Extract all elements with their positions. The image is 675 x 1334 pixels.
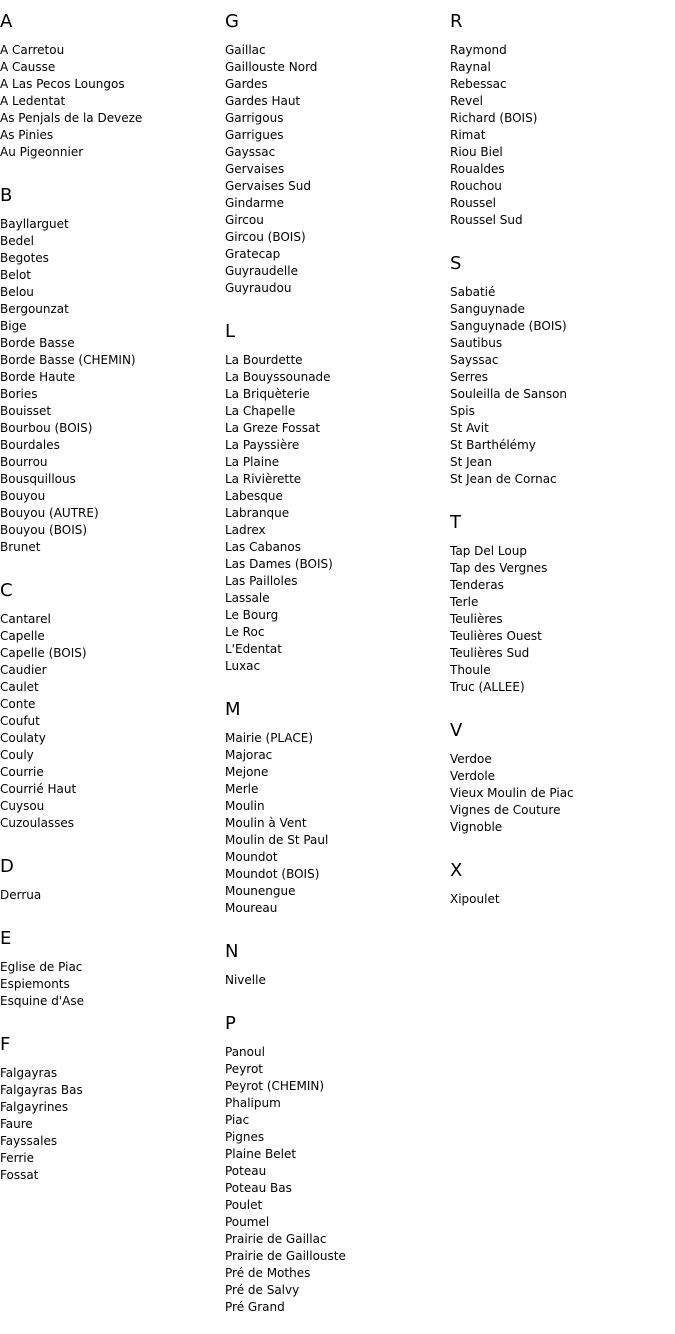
letter-heading: G bbox=[225, 11, 239, 32]
letter-heading: E bbox=[0, 928, 12, 949]
place-name-link[interactable]: Moulin de St Paul bbox=[225, 833, 329, 847]
place-name-link[interactable]: Gircou (BOIS) bbox=[225, 230, 306, 244]
place-name-link[interactable]: Fayssales bbox=[0, 1134, 58, 1148]
place-name-link[interactable]: Richard (BOIS) bbox=[450, 111, 538, 125]
place-name-link[interactable]: Pignes bbox=[225, 1130, 265, 1144]
place-name-link[interactable]: Prairie de Gaillac bbox=[225, 1232, 327, 1246]
place-name-link[interactable]: Terle bbox=[450, 595, 479, 609]
place-name-link[interactable]: Tap Del Loup bbox=[450, 544, 527, 558]
place-list bbox=[0, 611, 225, 832]
letter-heading: C bbox=[0, 580, 13, 601]
letter-group-n bbox=[225, 917, 450, 989]
place-name-link[interactable]: Borde Haute bbox=[0, 370, 76, 384]
place-name-link[interactable]: Moureau bbox=[225, 901, 278, 915]
place-name-link[interactable]: La Bourdette bbox=[225, 353, 303, 367]
place-list bbox=[225, 730, 450, 917]
place-name-link[interactable]: Gircou bbox=[225, 213, 264, 227]
place-name-link[interactable]: La Bouyssounade bbox=[225, 370, 331, 384]
place-name-link[interactable]: A Las Pecos Loungos bbox=[0, 77, 125, 91]
place-name-link[interactable]: Plaine Belet bbox=[225, 1147, 297, 1161]
letter-group-r bbox=[450, 11, 675, 229]
place-name-link[interactable]: Bories bbox=[0, 387, 38, 401]
letter-heading: M bbox=[225, 699, 241, 720]
letter-group-l bbox=[225, 297, 450, 675]
place-name-link[interactable]: Poumel bbox=[225, 1215, 270, 1229]
place-name-link[interactable]: Conte bbox=[0, 697, 36, 711]
place-name-link[interactable]: A Causse bbox=[0, 60, 56, 74]
place-name-link[interactable]: Labranque bbox=[225, 506, 290, 520]
place-name-link[interactable]: Sabatié bbox=[450, 285, 496, 299]
place-name-link[interactable]: Raynal bbox=[450, 60, 491, 74]
place-name-link[interactable]: Cuysou bbox=[0, 799, 45, 813]
place-name-link[interactable]: Gervaises bbox=[225, 162, 285, 176]
place-name-link[interactable]: Poulet bbox=[225, 1198, 263, 1212]
place-name-link[interactable]: Xipoulet bbox=[450, 892, 500, 906]
place-name-link[interactable]: Sanguynade (BOIS) bbox=[450, 319, 567, 333]
place-list bbox=[225, 1044, 450, 1316]
place-name-link[interactable]: Prairie de Gaillouste bbox=[225, 1249, 346, 1263]
place-name-link[interactable]: Labesque bbox=[225, 489, 283, 503]
place-name-link[interactable]: Panoul bbox=[225, 1045, 265, 1059]
place-name-link[interactable]: La Plaine bbox=[225, 455, 280, 469]
place-name-link[interactable]: Serres bbox=[450, 370, 489, 384]
place-name-link[interactable]: Roussel Sud bbox=[450, 213, 523, 227]
place-name-link[interactable]: St Barthélémy bbox=[450, 438, 536, 452]
place-name-link[interactable]: Poteau bbox=[225, 1164, 267, 1178]
place-list bbox=[225, 972, 450, 989]
place-list bbox=[225, 352, 450, 675]
place-name-link[interactable]: Teulières bbox=[450, 612, 503, 626]
letter-group-a bbox=[0, 11, 225, 161]
place-name-link[interactable]: Roualdes bbox=[450, 162, 505, 176]
place-name-link[interactable]: Caulet bbox=[0, 680, 39, 694]
place-name-link[interactable]: Coufut bbox=[0, 714, 40, 728]
place-name-link[interactable]: Moulin à Vent bbox=[225, 816, 307, 830]
place-name-link[interactable]: St Avit bbox=[450, 421, 489, 435]
place-name-link[interactable]: Bayllarguet bbox=[0, 217, 69, 231]
place-name-link[interactable]: Courrié Haut bbox=[0, 782, 77, 796]
place-name-link[interactable]: Tap des Vergnes bbox=[450, 561, 548, 575]
place-name-link[interactable]: Gaillac bbox=[225, 43, 266, 57]
place-name-link[interactable]: Courrie bbox=[0, 765, 44, 779]
place-name-link[interactable]: Gardes Haut bbox=[225, 94, 301, 108]
place-name-link[interactable]: Cantarel bbox=[0, 612, 51, 626]
place-name-link[interactable]: Las Pailloles bbox=[225, 574, 298, 588]
place-name-link[interactable]: Gardes bbox=[225, 77, 268, 91]
place-name-link[interactable]: Mairie (PLACE) bbox=[225, 731, 314, 745]
place-name-link[interactable]: Bourdales bbox=[0, 438, 60, 452]
place-name-link[interactable]: Bergounzat bbox=[0, 302, 69, 316]
place-name-link[interactable]: Nivelle bbox=[225, 973, 266, 987]
place-name-link[interactable]: Belou bbox=[0, 285, 34, 299]
place-name-link[interactable]: Couly bbox=[0, 748, 34, 762]
place-name-link[interactable]: Derrua bbox=[0, 888, 42, 902]
letter-heading: T bbox=[450, 512, 461, 533]
column-3 bbox=[450, 0, 675, 908]
place-name-link[interactable]: Bouisset bbox=[0, 404, 52, 418]
place-name-link[interactable]: Borde Basse (CHEMIN) bbox=[0, 353, 136, 367]
letter-heading: F bbox=[0, 1034, 11, 1055]
letter-heading: L bbox=[225, 321, 236, 342]
place-name-link[interactable]: Fossat bbox=[0, 1168, 39, 1182]
place-name-link[interactable]: Sautibus bbox=[450, 336, 503, 350]
letter-heading: A bbox=[0, 11, 13, 32]
place-name-link[interactable]: Vignoble bbox=[450, 820, 503, 834]
place-name-link[interactable]: Las Dames (BOIS) bbox=[225, 557, 333, 571]
place-name-link[interactable]: Capelle (BOIS) bbox=[0, 646, 87, 660]
place-name-link[interactable]: Gayssac bbox=[225, 145, 276, 159]
place-name-link[interactable]: Borde Basse bbox=[0, 336, 75, 350]
place-name-link[interactable]: Le Bourg bbox=[225, 608, 279, 622]
place-name-link[interactable]: Gervaises Sud bbox=[225, 179, 311, 193]
place-name-link[interactable]: Tenderas bbox=[450, 578, 504, 592]
place-name-link[interactable]: Caudier bbox=[0, 663, 47, 677]
place-name-link[interactable]: A Ledentat bbox=[0, 94, 66, 108]
place-name-link[interactable]: Bousquillous bbox=[0, 472, 76, 486]
place-list bbox=[450, 751, 675, 836]
place-name-link[interactable]: Lassale bbox=[225, 591, 270, 605]
place-name-link[interactable]: Gindarme bbox=[225, 196, 285, 210]
letter-group-e bbox=[0, 904, 225, 1010]
column-1 bbox=[0, 0, 225, 1184]
place-name-link[interactable]: Ferrie bbox=[0, 1151, 35, 1165]
place-name-link[interactable]: Falgayras bbox=[0, 1066, 58, 1080]
place-name-link[interactable]: Thoule bbox=[450, 663, 491, 677]
place-name-link[interactable]: Le Roc bbox=[225, 625, 265, 639]
place-name-link[interactable]: La Greze Fossat bbox=[225, 421, 321, 435]
letter-heading: V bbox=[450, 720, 463, 741]
letter-group-v bbox=[450, 696, 675, 836]
place-name-link[interactable]: Brunet bbox=[0, 540, 41, 554]
place-name-link[interactable]: Raymond bbox=[450, 43, 507, 57]
place-name-link[interactable]: Falgayras Bas bbox=[0, 1083, 83, 1097]
place-name-link[interactable]: Au Pigeonnier bbox=[0, 145, 84, 159]
place-name-link[interactable]: Spis bbox=[450, 404, 475, 418]
place-name-link[interactable]: Falgayrines bbox=[0, 1100, 69, 1114]
place-name-link[interactable]: Moundot (BOIS) bbox=[225, 867, 320, 881]
place-name-link[interactable]: Cuzoulasses bbox=[0, 816, 75, 830]
letter-group-m bbox=[225, 675, 450, 917]
place-list bbox=[0, 1065, 225, 1184]
place-name-link[interactable]: Coulaty bbox=[0, 731, 46, 745]
place-name-link[interactable]: Peyrot bbox=[225, 1062, 264, 1076]
place-name-link[interactable]: Begotes bbox=[0, 251, 49, 265]
place-name-link[interactable]: Bourbou (BOIS) bbox=[0, 421, 93, 435]
place-name-link[interactable]: St Jean bbox=[450, 455, 493, 469]
place-name-link[interactable]: Mejone bbox=[225, 765, 269, 779]
place-name-link[interactable]: Vignes de Couture bbox=[450, 803, 561, 817]
place-list bbox=[0, 42, 225, 161]
place-name-link[interactable]: Capelle bbox=[0, 629, 45, 643]
place-name-link[interactable]: Garrigous bbox=[225, 111, 284, 125]
place-list bbox=[450, 543, 675, 696]
place-name-link[interactable]: As Pinies bbox=[0, 128, 54, 142]
place-name-link[interactable]: Bedel bbox=[0, 234, 34, 248]
place-name-link[interactable]: Esquine d'Ase bbox=[0, 994, 84, 1008]
letter-heading: R bbox=[450, 11, 463, 32]
place-name-link[interactable]: A Carretou bbox=[0, 43, 65, 57]
place-name-link[interactable]: Roussel bbox=[450, 196, 496, 210]
place-name-link[interactable]: Pré Grand bbox=[225, 1300, 285, 1314]
place-name-link[interactable]: Bige bbox=[0, 319, 27, 333]
place-name-link[interactable]: Phalipum bbox=[225, 1096, 281, 1110]
place-name-link[interactable]: Truc (ALLEE) bbox=[450, 680, 525, 694]
place-list bbox=[0, 887, 225, 904]
place-name-link[interactable]: Pré de Mothes bbox=[225, 1266, 311, 1280]
place-name-link[interactable]: Verdoe bbox=[450, 752, 492, 766]
letter-group-p bbox=[225, 989, 450, 1316]
letter-group-c bbox=[0, 556, 225, 832]
letter-group-x bbox=[450, 836, 675, 908]
place-name-link[interactable]: Faure bbox=[0, 1117, 33, 1131]
letter-heading: X bbox=[450, 860, 463, 881]
place-name-link[interactable]: Sanguynade bbox=[450, 302, 525, 316]
place-name-link[interactable]: Belot bbox=[0, 268, 31, 282]
place-name-link[interactable]: La Briquèterie bbox=[225, 387, 310, 401]
place-name-link[interactable]: Teulières Sud bbox=[450, 646, 530, 660]
place-list bbox=[225, 42, 450, 297]
letter-heading: S bbox=[450, 253, 462, 274]
place-name-link[interactable]: Peyrot (CHEMIN) bbox=[225, 1079, 325, 1093]
place-name-link[interactable]: Ladrex bbox=[225, 523, 266, 537]
letter-heading: D bbox=[0, 856, 14, 877]
letter-group-t bbox=[450, 488, 675, 696]
place-name-link[interactable]: Espiemonts bbox=[0, 977, 70, 991]
letter-heading: N bbox=[225, 941, 239, 962]
place-list bbox=[450, 891, 675, 908]
place-name-link[interactable]: Riou Biel bbox=[450, 145, 503, 159]
place-name-link[interactable]: Verdole bbox=[450, 769, 496, 783]
place-name-link[interactable]: Rouchou bbox=[450, 179, 502, 193]
place-name-link[interactable]: Bouyou (AUTRE) bbox=[0, 506, 99, 520]
place-name-link[interactable]: St Jean de Cornac bbox=[450, 472, 557, 486]
letter-group-f bbox=[0, 1010, 225, 1184]
letter-heading: B bbox=[0, 185, 13, 206]
letter-group-g bbox=[225, 11, 450, 297]
place-name-link[interactable]: Sayssac bbox=[450, 353, 499, 367]
place-name-link[interactable]: Gaillouste Nord bbox=[225, 60, 318, 74]
place-name-link[interactable]: As Penjals de la Deveze bbox=[0, 111, 143, 125]
place-name-link[interactable]: Guyraudou bbox=[225, 281, 292, 295]
place-list bbox=[450, 284, 675, 488]
letter-heading: P bbox=[225, 1013, 236, 1034]
place-list bbox=[450, 42, 675, 229]
place-name-link[interactable]: Majorac bbox=[225, 748, 273, 762]
place-list bbox=[0, 216, 225, 556]
place-name-link[interactable]: Vieux Moulin de Piac bbox=[450, 786, 574, 800]
place-name-link[interactable]: Bourrou bbox=[0, 455, 48, 469]
letter-group-b bbox=[0, 161, 225, 556]
place-name-link[interactable]: Rebessac bbox=[450, 77, 507, 91]
place-name-link[interactable]: Moulin bbox=[225, 799, 265, 813]
letter-group-s bbox=[450, 229, 675, 488]
place-name-link[interactable]: Las Cabanos bbox=[225, 540, 302, 554]
place-name-link[interactable]: Garrigues bbox=[225, 128, 284, 142]
place-name-link[interactable]: La Payssière bbox=[225, 438, 300, 452]
place-name-link[interactable]: Revel bbox=[450, 94, 483, 108]
place-name-link[interactable]: La Rivièrette bbox=[225, 472, 302, 486]
column-2 bbox=[225, 0, 450, 1316]
place-name-link[interactable]: Pré de Salvy bbox=[225, 1283, 300, 1297]
place-name-link[interactable]: La Chapelle bbox=[225, 404, 296, 418]
place-name-link[interactable]: Guyraudelle bbox=[225, 264, 298, 278]
place-name-link[interactable]: L'Edentat bbox=[225, 642, 282, 656]
place-name-link[interactable]: Bouyou (BOIS) bbox=[0, 523, 88, 537]
place-name-link[interactable]: Merle bbox=[225, 782, 259, 796]
place-name-link[interactable]: Bouyou bbox=[0, 489, 46, 503]
place-name-link[interactable]: Eglise de Piac bbox=[0, 960, 83, 974]
place-name-link[interactable]: Mounengue bbox=[225, 884, 296, 898]
place-name-link[interactable]: Poteau Bas bbox=[225, 1181, 292, 1195]
place-name-link[interactable]: Moundot bbox=[225, 850, 278, 864]
place-name-link[interactable]: Rimat bbox=[450, 128, 486, 142]
place-list bbox=[0, 959, 225, 1010]
place-name-link[interactable]: Piac bbox=[225, 1113, 250, 1127]
letter-group-d bbox=[0, 832, 225, 904]
place-name-link[interactable]: Luxac bbox=[225, 659, 261, 673]
place-name-link[interactable]: Teulières Ouest bbox=[450, 629, 542, 643]
place-name-link[interactable]: Gratecap bbox=[225, 247, 281, 261]
place-name-link[interactable]: Souleilla de Sanson bbox=[450, 387, 568, 401]
